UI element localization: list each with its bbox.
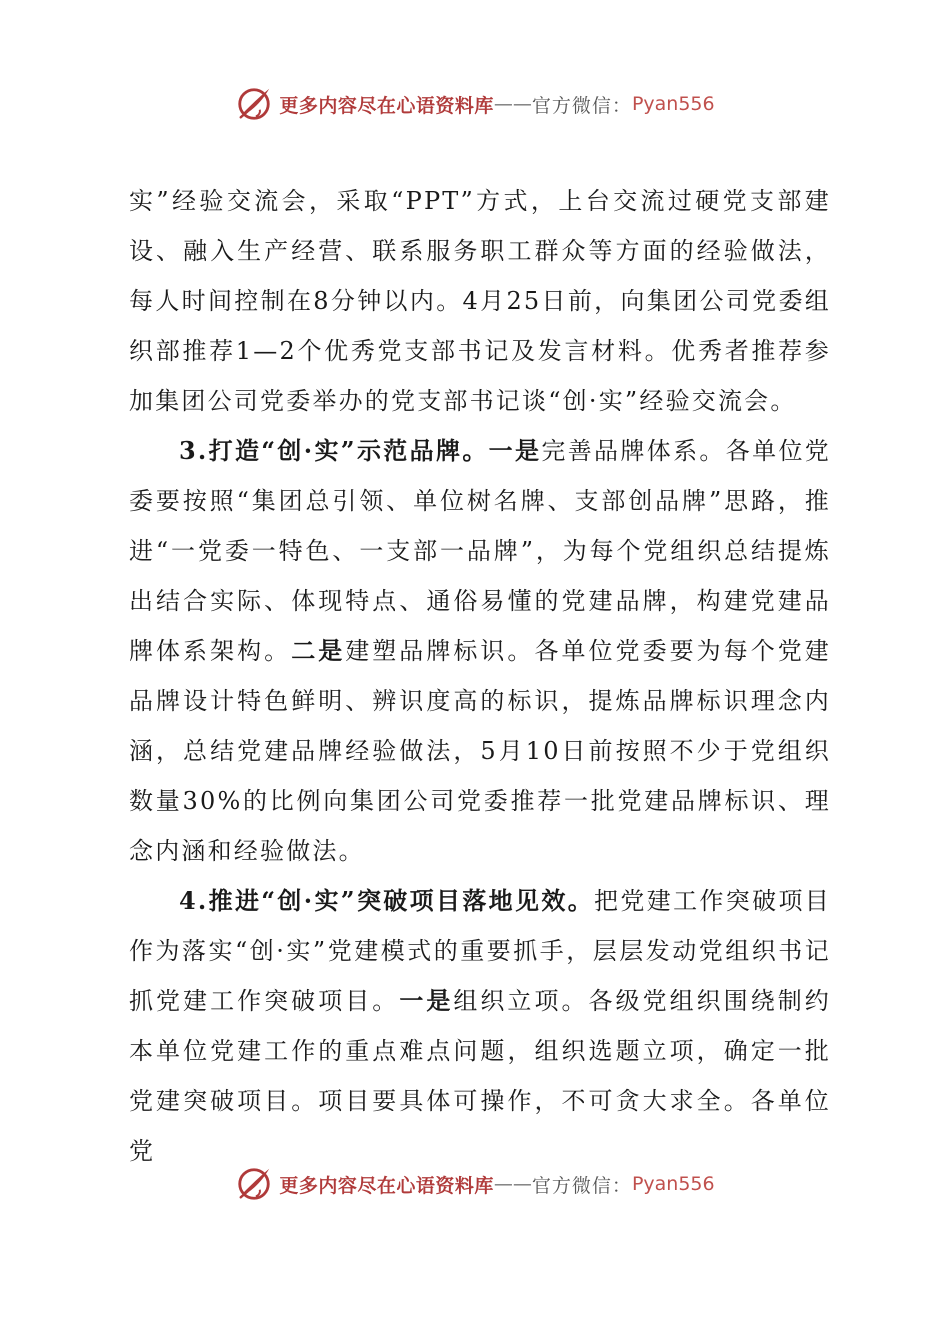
paragraph-brand (129, 426, 831, 876)
banner-dash: —— (493, 1173, 532, 1195)
banner-text (279, 1171, 714, 1198)
banner-wechat-id: Pyan556 (631, 1173, 715, 1195)
banner-main-text: 更多内容尽在心语资料库 (279, 94, 494, 117)
banner-main-text: 更多内容尽在心语资料库 (279, 1174, 494, 1197)
point-text-2: 建塑品牌标识。各单位党委要为每个党建品牌设计特色鲜明、辨识度高的标识，提炼品牌标识理念内涵，总结党建品牌经验做法，5月10日前按照不少于党组织数量30%的比例向集团公司党委推荐一批党建品牌标识、理念内涵和经验做法。 (129, 637, 831, 865)
section-heading-4: 4.推进“创·实”突破项目落地见效。 (179, 886, 595, 915)
document-body (129, 176, 831, 1176)
section-heading-3: 3.打造“创·实”示范品牌。 (179, 436, 489, 465)
paragraph-intro-text: 把党建工作突破项目作为落实“创·实”党建模式的重要抓手，层层发动党组织书记抓党建工作突破项目。 (129, 887, 831, 1015)
banner-text (279, 91, 714, 118)
paragraph-continued (129, 176, 831, 426)
banner-wechat-id: Pyan556 (631, 93, 715, 115)
quill-logo-icon (235, 1165, 273, 1203)
footer-banner (0, 1162, 950, 1206)
banner-wechat-label: 官方微信： (531, 1174, 632, 1197)
quill-logo-icon (235, 85, 273, 123)
point-text-1: 完善品牌体系。各单位党委要按照“集团总引领、单位树名牌、支部创品牌”思路，推进“一党委一特色、一支部一品牌”，为每个党组织总结提炼出结合实际、体现特点、通俗易懂的党建品牌，构建党建品牌体系架构。 (129, 437, 831, 665)
paragraph-project (129, 876, 831, 1176)
banner-wechat-label: 官方微信： (531, 94, 632, 117)
banner-dash: —— (493, 93, 532, 115)
header-banner (0, 82, 950, 126)
paragraph-text: 实”经验交流会，采取“PPT”方式，上台交流过硬党支部建设、融入生产经营、联系服务职工群众等方面的经验做法，每人时间控制在8分钟以内。4月25日前，向集团公司党委组织部推荐1—2个优秀党支部书记及发言材料。优秀者推荐参加集团公司党委举办的党支部书记谈“创·实”经验交流会。 (129, 187, 831, 415)
point-label-1: 一是 (399, 986, 454, 1015)
point-text-1: 组织立项。各级党组织围绕制约本单位党建工作的重点难点问题，组织选题立项，确定一批党建突破项目。项目要具体可操作，不可贪大求全。各单位党 (129, 987, 831, 1165)
point-label-1: 一是 (488, 436, 542, 465)
point-label-2: 二是 (291, 636, 346, 665)
